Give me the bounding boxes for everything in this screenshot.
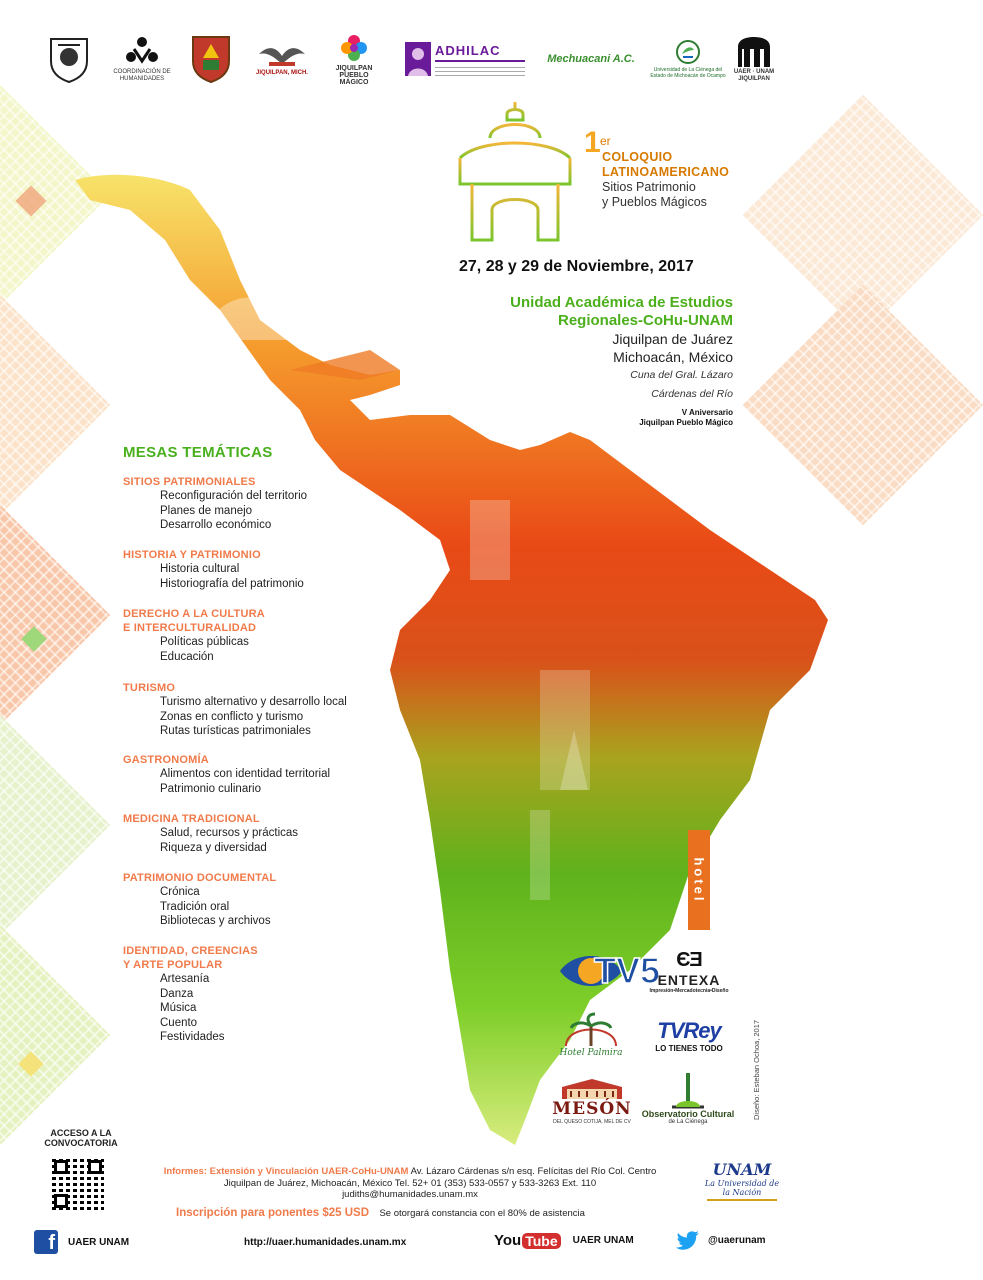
sponsor-tv5[interactable] xyxy=(556,946,661,996)
logo-jiquilpan-mich[interactable]: JIQUILPAN, MICH. xyxy=(252,30,312,88)
tv5-eye-icon xyxy=(558,947,661,995)
sponsor-entexa[interactable]: ЄƎ ENTEXA Impresión•Mercadotecnia•Diseño xyxy=(649,948,729,994)
mesas-title: MESAS TEMÁTICAS xyxy=(123,444,273,461)
logo-jiquilpan-shield[interactable] xyxy=(188,30,234,88)
logo-unam-crest[interactable] xyxy=(45,30,93,88)
tower-icon xyxy=(668,1071,708,1109)
facebook-icon: f xyxy=(34,1230,58,1254)
unam-slogan-logo: UNAM La Universidad de la Nación xyxy=(700,1152,784,1208)
website-url-link[interactable]: http://uaer.humanidades.unam.mx xyxy=(244,1237,407,1248)
shield-icon xyxy=(190,34,232,84)
building-arch-icon xyxy=(734,35,774,67)
convocatoria-access: ACCESO A LA CONVOCATORIA xyxy=(44,1128,118,1148)
portrait-icon xyxy=(405,42,431,76)
venue-block: Unidad Académica de Estudios Regionales-CoHu-UNAM Jiquilpan de Juárez Michoacán, México Cuna del Gral. Lázaro Cárdenas del Río V Aniversario Jiquilpan Pueblo Mágico xyxy=(510,294,733,427)
twitter-bird-icon xyxy=(676,1230,700,1250)
mesa-patrimonio-documental: PATRIMONIO DOCUMENTAL Crónica Tradición oral Bibliotecas y archivos xyxy=(123,872,277,927)
entexa-logo-mark: ЄƎ xyxy=(676,948,702,971)
sponsor-tvrey[interactable]: TVRey LO TIENES TODO xyxy=(655,1017,723,1053)
eagle-icon xyxy=(257,42,307,68)
logo-coordinacion-humanidades[interactable]: COORDINACIÓN DE HUMANIDADES xyxy=(112,30,172,88)
house-icon xyxy=(557,1077,627,1099)
mesa-sitios-patrimoniales: SITIOS PATRIMONIALES Reconfiguración del territorio Planes de manejo Desarrollo económico xyxy=(123,476,308,531)
svg-text:TV5: TV5 xyxy=(594,950,661,991)
facebook-link[interactable]: f UAER UNAM xyxy=(34,1230,129,1254)
youtube-icon: You Tube xyxy=(494,1232,561,1249)
mesa-turismo: TURISMO Turismo alternativo y desarrollo local Zonas en conflicto y turismo Rutas turísticas patrimoniales xyxy=(123,682,347,737)
mesa-derecho-cultura: DERECHO A LA CULTURA E INTERCULTURALIDAD Políticas públicas Educación xyxy=(123,608,265,663)
pinwheel-icon xyxy=(339,33,369,63)
informes-block: Informes: Extensión y Vinculación UAER-CoHu-UNAM Av. Lázaro Cárdenas s/n esq. Felícitas del Río Col. Centro Jiquilpan de Juárez, Michoacán, México Tel. 52+ 01 (353) 533-0557 y 533-3263 Ext. 110 judiths@humanidades.unam.mx xyxy=(136,1166,684,1201)
sponsor-observatorio[interactable]: Observatorio Cultural de La Ciénega xyxy=(640,1068,736,1128)
contact-email[interactable]: judiths@humanidades.unam.mx xyxy=(342,1189,478,1200)
hotel-sign: hotel xyxy=(688,830,710,930)
unam-crest-icon xyxy=(48,35,90,83)
palm-tree-icon xyxy=(561,1012,621,1048)
youtube-link[interactable]: You Tube UAER UNAM xyxy=(494,1232,634,1249)
globe-leaf-icon xyxy=(675,39,701,65)
colonial-arch-icon xyxy=(452,98,578,244)
mesa-identidad-arte-popular: IDENTIDAD, CREENCIAS Y ARTE POPULAR Artesanía Danza Música Cuento Festividades xyxy=(123,945,258,1043)
logo-mechuacani[interactable]: Mechuacani A.C. xyxy=(547,53,635,65)
sponsor-meson[interactable]: MESÓN DEL QUESO COTIJA, MEL DE CV xyxy=(550,1074,634,1128)
design-credit: Diseño: Esteban Ochoa, 2017 xyxy=(752,1019,761,1120)
mesa-medicina-tradicional: MEDICINA TRADICIONAL Salud, recursos y prácticas Riqueza y diversidad xyxy=(123,813,299,854)
qr-code[interactable] xyxy=(52,1158,104,1210)
logo-jiquilpan-pueblo-magico[interactable]: JIQUILPAN PUEBLO MÁGICO xyxy=(326,30,382,88)
mesa-historia-patrimonio: HISTORIA Y PATRIMONIO Historia cultural Historiografía del patrimonio xyxy=(123,549,304,590)
sponsor-hotel-palmira[interactable]: Hotel Palmira xyxy=(550,1010,632,1060)
twitter-link[interactable]: @uaerunam xyxy=(676,1230,766,1250)
logo-adhilac[interactable]: ADHILAC xyxy=(400,30,530,88)
inscripcion-line: Inscripción para ponentes $25 USD Se otorgará constancia con el 80% de asistencia xyxy=(176,1207,585,1219)
logo-uaer-unam[interactable]: UAER · UNAM JIQUILPAN xyxy=(730,30,778,88)
event-dates: 27, 28 y 29 de Noviembre, 2017 xyxy=(459,258,694,275)
people-circle-icon xyxy=(124,35,160,67)
mesa-gastronomia: GASTRONOMÍA Alimentos con identidad territorial Patrimonio culinario xyxy=(123,754,331,795)
logo-universidad-cienega[interactable]: Universidad de La Ciénega del Estado de Michoacán de Ocampo xyxy=(650,30,726,88)
